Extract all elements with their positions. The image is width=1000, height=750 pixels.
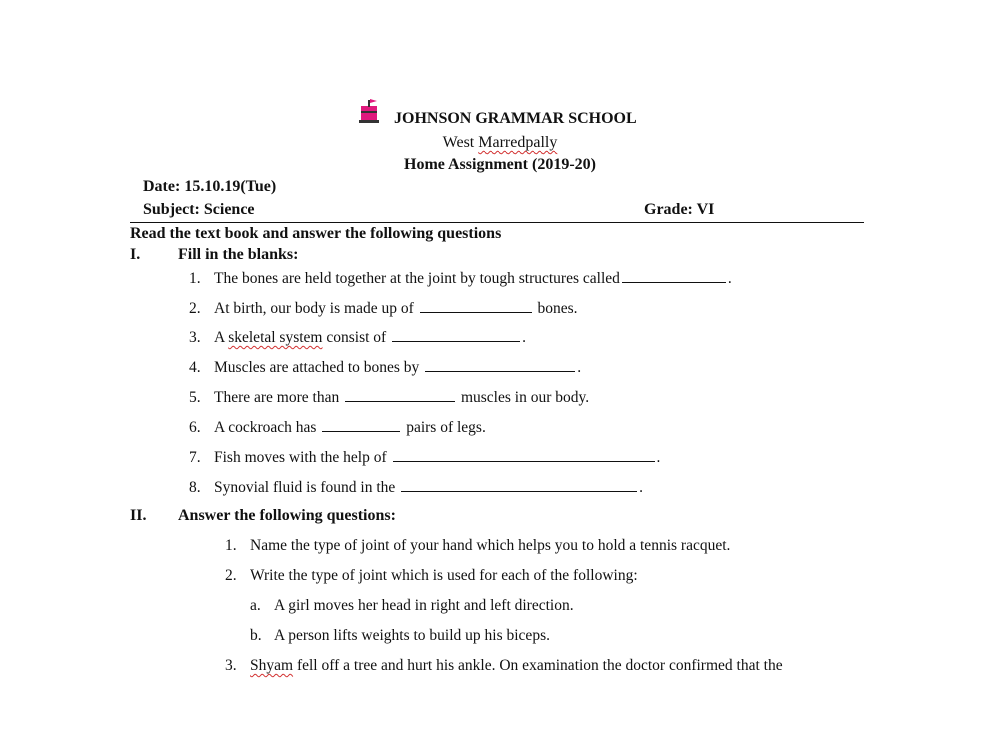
answer-blank[interactable] — [401, 479, 637, 492]
answer-blank[interactable] — [622, 270, 726, 283]
answer-blank[interactable] — [393, 449, 655, 462]
header-divider — [130, 222, 864, 223]
list-item: b. A person lifts weights to build up his biceps. — [250, 627, 550, 644]
section-numeral-2: II. — [130, 507, 147, 524]
list-item: 7. Fish moves with the help of . — [189, 449, 661, 466]
list-item: 1. Name the type of joint of your hand which helps you to hold a tennis racquet. — [225, 537, 731, 554]
answer-blank[interactable] — [392, 329, 520, 342]
list-item: 3. Shyam fell off a tree and hurt his ankle. On examination the doctor confirmed that the — [225, 657, 783, 674]
school-location: West Marredpally — [442, 134, 558, 151]
answer-blank[interactable] — [420, 300, 532, 313]
list-item: 2. Write the type of joint which is used for each of the following: — [225, 567, 638, 584]
list-item: 6. A cockroach has pairs of legs. — [189, 419, 486, 436]
subject-label: Subject: Science — [143, 201, 255, 218]
list-item: 5. There are more than muscles in our body. — [189, 389, 590, 406]
list-item: 4. Muscles are attached to bones by . — [189, 359, 582, 376]
list-item: 8. Synovial fluid is found in the . — [189, 479, 644, 496]
assignment-title: Home Assignment (2019-20) — [404, 156, 596, 173]
section-title-1: Fill in the blanks: — [178, 246, 299, 263]
list-item: 3. A skeletal system consist of . — [189, 329, 526, 346]
list-item: a. A girl moves her head in right and left direction. — [250, 597, 574, 614]
grade-label: Grade: VI — [644, 201, 715, 218]
answer-blank[interactable] — [345, 389, 455, 402]
list-item: 1. The bones are held together at the joint by tough structures called . — [189, 270, 732, 287]
school-name: JOHNSON GRAMMAR SCHOOL — [394, 110, 637, 127]
section-title-2: Answer the following questions: — [178, 507, 396, 524]
instruction-text: Read the text book and answer the following questions — [130, 225, 502, 242]
answer-blank[interactable] — [425, 359, 575, 372]
school-logo-icon — [358, 98, 382, 126]
section-numeral-1: I. — [130, 246, 141, 263]
answer-blank[interactable] — [322, 419, 400, 432]
list-item: 2. At birth, our body is made up of bones. — [189, 300, 578, 317]
date-label: Date: 15.10.19(Tue) — [143, 178, 277, 195]
